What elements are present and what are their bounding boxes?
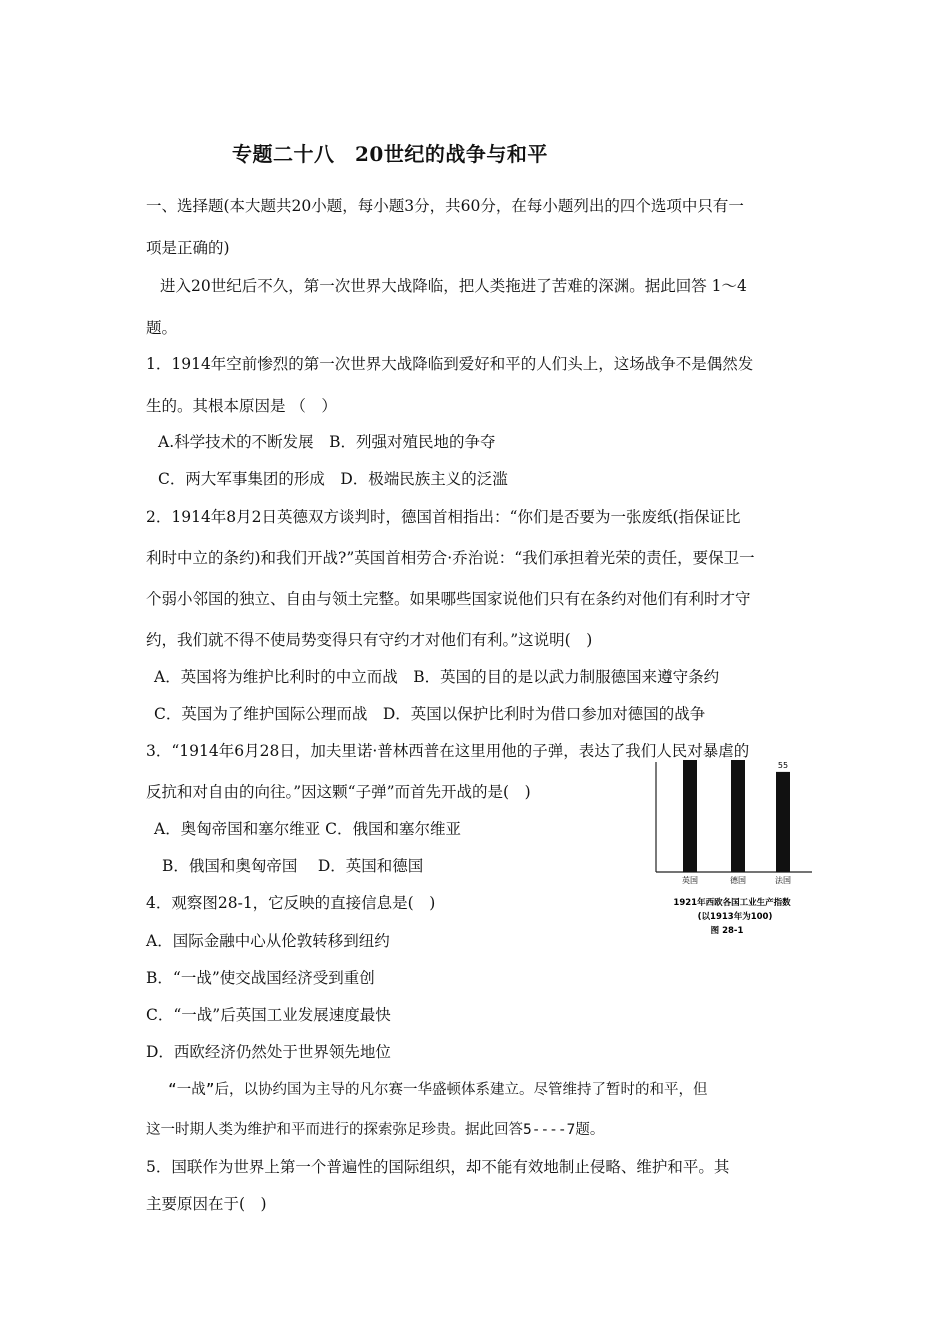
q3-stem-line-2: 反抗和对自由的向往。”因这颗“子弹”而首先开战的是( ) [146,783,531,801]
chart-svg [652,760,818,950]
q2-stem-line-4: 约，我们就不得不使局势变得只有守约才对他们有利。”这说明( ) [146,631,593,649]
q2-stem-line-3: 个弱小邻国的独立、自由与领土完整。如果哪些国家说他们只有在条约对他们有利时才守 [146,590,751,608]
q4-option-d: D．西欧经济仍然处于世界领先地位 [146,1043,391,1061]
figure-label: 图 28-1 [710,926,744,936]
q1-stem-line-1: 1．1914年空前惨烈的第一次世界大战降临到爱好和平的人们头上，这场战争不是偶然发 [146,355,754,373]
q3-options-ac: A．奥匈帝国和塞尔维亚 C．俄国和塞尔维亚 [154,820,461,838]
category-label-英国: 英国 [682,876,698,885]
q1-stem-line-2: 生的。其根本原因是 （ ） [146,397,337,415]
section-heading-line-1: 一、选择题(本大题共20小题，每小题3分，共60分，在每小题列出的四个选项中只有一 [146,197,744,215]
q1-options-ab: A.科学技术的不断发展 B．列强对殖民地的争夺 [158,433,496,451]
q2-options-cd: C．英国为了维护国际公理而战 D．英国以保护比利时为借口参加对德国的战争 [154,705,706,723]
q4-option-c: C．“一战”后英国工业发展速度最快 [146,1006,391,1024]
industrial-index-chart [652,760,818,950]
q5-stem-line-1: 5．国联作为世界上第一个普遍性的国际组织，却不能有效地制止侵略、维护和平。其 [146,1158,730,1176]
intro-1-line-1: 进入20世纪后不久，第一次世界大战降临，把人类拖进了苦难的深渊。据此回答 1～4 [160,277,747,295]
q2-stem-line-1: 2．1914年8月2日英德双方谈判时，德国首相指出：“你们是否要为一张废纸(指保证比 [146,508,741,526]
chart-title-line-1: 1921年西欧各国工业生产指数 [673,898,791,908]
category-label-法国: 法国 [775,876,791,885]
category-label-德国: 德国 [730,876,746,885]
q1-options-cd: C．两大军事集团的形成 D．极端民族主义的泛滥 [158,470,508,488]
q2-stem-line-2: 利时中立的条约)和我们开战?”英国首相劳合·乔治说：“我们承担着光荣的责任，要保卫一 [146,549,755,567]
intro-2-line-2: 这一时期人类为维护和平而进行的探索弥足珍贵。据此回答5----7题。 [146,1122,605,1138]
intro-2-line-1: “一战”后，以协约国为主导的凡尔赛一华盛顿体系建立。尽管维持了暂时的和平，但 [168,1082,708,1098]
q4-stem: 4．观察图28-1，它反映的直接信息是( ) [146,894,436,912]
value-label-法国: 55 [777,760,789,770]
bar-德国 [731,760,745,872]
bar-法国 [776,772,790,872]
page-title: 专题二十八 20世纪的战争与和平 [232,142,548,166]
q2-options-ab: A．英国将为维护比利时的中立而战 B．英国的目的是以武力制服德国来遵守条约 [154,668,720,686]
bar-英国 [683,760,697,872]
q5-stem-line-2: 主要原因在于( ) [146,1195,267,1213]
q3-options-bd: B．俄国和奥匈帝国 D．英国和德国 [162,857,424,875]
q4-option-a: A．国际金融中心从伦敦转移到纽约 [146,932,390,950]
q3-stem-line-1: 3．“1914年6月28日，加夫里诺·普林西普在这里用他的子弹，表达了我们人民对暴虐的 [146,742,750,760]
chart-title-line-2: (以1913年为100) [697,912,773,922]
q4-option-b: B．“一战”使交战国经济受到重创 [146,969,375,987]
section-heading-line-2: 项是正确的) [146,239,230,257]
intro-1-line-2: 题。 [146,319,178,337]
